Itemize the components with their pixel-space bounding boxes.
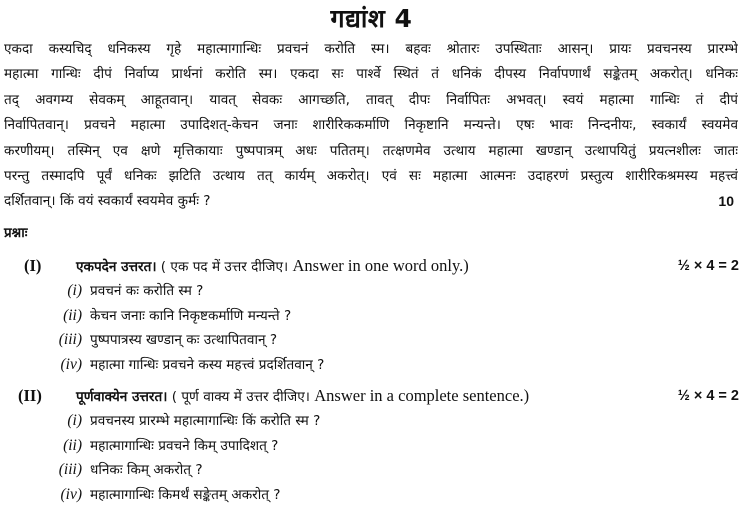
item-number: (iii)	[58, 331, 82, 348]
item-text: प्रवचनं कः करोति स्म ?	[90, 283, 204, 299]
question-item	[0, 353, 743, 378]
question-item	[0, 434, 743, 459]
item-number: (i)	[67, 282, 82, 299]
item-number: (ii)	[63, 306, 82, 324]
passage-line: एकदा कस्यचिद् धनिकस्य गृहे महात्मागान्धिः प्रवचनं करोति स्म। बहवः श्रोतारः उपस्थिताः आसन्। प्रायः प्रवचनस्य प्रारम्भे	[4, 41, 738, 57]
question-section-complete-sentence	[0, 383, 743, 507]
item-text: धनिकः किम् अकरोत् ?	[90, 462, 203, 478]
section-numeral: (I)	[24, 256, 42, 275]
question-item	[0, 458, 743, 483]
passage-line: करणीयम्। तस्मिन् एव क्षणे मृत्तिकायाः पुष्पपात्रम् अधः पतितम्। तत्क्षणमेव उत्थाय महात्मा खण्डान् उत्थापयितुं प्रयत्नशीलः जातः	[4, 142, 738, 159]
item-text: प्रवचनस्य प्रारम्भे महात्मागान्धिः किं करोति स्म ?	[90, 413, 321, 429]
item-number: (ii)	[63, 436, 82, 454]
passage-line: महात्मा गान्धिः दीपं निर्वाप्य प्रार्थनां करोति स्म। एकदा सः पार्श्वे स्थितं तं धनिकं दीपस्य निर्वापणार्थं सङ्केतम् अकरोत्। धनिकः	[4, 66, 738, 83]
item-number: (iv)	[60, 355, 82, 373]
question-item	[0, 409, 743, 434]
section-instruction	[76, 383, 529, 410]
question-section-one-word	[0, 253, 743, 377]
instruction-english: Answer in one word only.)	[292, 256, 469, 275]
item-number: (iv)	[60, 485, 82, 503]
section-instruction	[76, 253, 469, 280]
item-text: केचन जनाः कानि निकृष्टकर्माणि मन्यन्ते ?	[90, 307, 292, 324]
instruction-sanskrit: पूर्णवाक्येन उत्तरत।	[76, 389, 168, 405]
section-marks: ½ × 4 = 2	[677, 388, 739, 404]
question-item	[0, 483, 743, 508]
total-marks: 10	[718, 193, 734, 210]
question-item	[0, 279, 743, 304]
questions-heading: प्रश्नाः	[4, 225, 28, 241]
instruction-hindi: ( पूर्ण वाक्य में उत्तर दीजिए।	[167, 389, 315, 405]
passage-line-last	[4, 189, 738, 214]
section-numeral: (II)	[18, 386, 42, 405]
instruction-hindi: ( एक पद में उत्तर दीजिए।	[156, 259, 293, 275]
passage-title: गद्यांश 4	[330, 4, 413, 33]
instruction-english: Answer in a complete sentence.)	[314, 386, 530, 405]
section-marks: ½ × 4 = 2	[677, 258, 739, 274]
instruction-sanskrit: एकपदेन उत्तरत।	[76, 259, 157, 275]
passage-line: निर्वापितवान्। प्रवचने महात्मा उपादिशत्-केचन जनाः शारीरिककर्माणि निकृष्टानि मन्यन्ते। एषः भावः निन्दनीयः, स्वकार्यं स्वयमेव	[4, 117, 738, 134]
section-header	[0, 383, 743, 409]
item-number: (iii)	[58, 461, 82, 478]
item-text: पुष्पपात्रस्य खण्डान् कः उत्थापितवान् ?	[90, 332, 278, 348]
question-item	[0, 328, 743, 353]
item-number: (i)	[67, 412, 82, 429]
item-text: महात्मा गान्धिः प्रवचने कस्य महत्त्वं प्रदर्शितवान् ?	[90, 356, 325, 373]
section-header	[0, 253, 743, 279]
passage-line-text: दर्शितवान्। किं वयं स्वकार्यं स्वयमेव कुर्मः ?	[4, 193, 211, 210]
question-item	[0, 304, 743, 329]
item-text: महात्मागान्धिः प्रवचने किम् उपादिशत् ?	[90, 437, 279, 454]
passage-line: परन्तु तस्मादपि पूर्वं धनिकः झटिति उत्थाय तत् कार्यम् अकरोत्। एवं सः महात्मा आत्मनः उदाहरणं प्रस्तुत्य शारीरिकश्रमस्य महत्त्वं	[4, 167, 738, 184]
passage-body	[4, 37, 738, 215]
item-text: महात्मागान्धिः किमर्थं सङ्केतम् अकरोत् ?	[90, 486, 281, 503]
passage-line: तद् अवगम्य सेवकम् आहूतवान्। यावत् सेवकः आगच्छति, तावत् दीपः निर्वापितः अभवत्। स्वयं महात्मा गान्धिः तं दीपं	[4, 91, 738, 108]
